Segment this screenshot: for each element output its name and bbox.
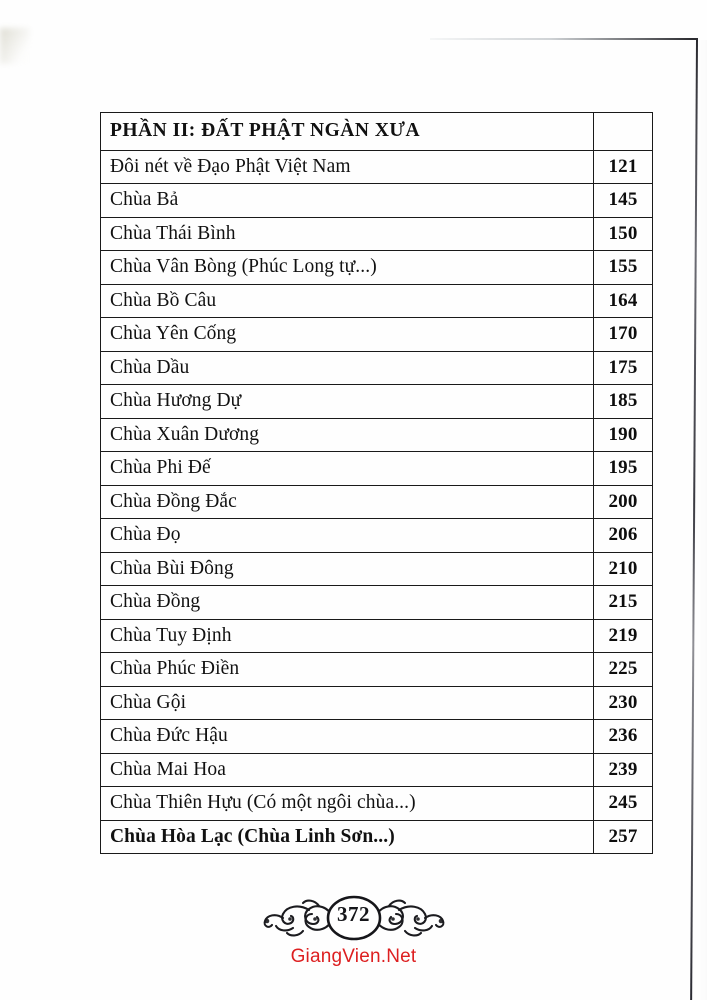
entry-title: Chùa Thiên Hựu (Có một ngôi chùa...) [110, 792, 416, 813]
page-number: 372 [337, 902, 370, 926]
table-row [101, 318, 653, 352]
entry-title: Chùa Xuân Dương [110, 423, 260, 445]
entry-title: Chùa Thái Bình [110, 222, 236, 244]
entry-page-number: 150 [608, 222, 638, 244]
entry-page-number: 236 [608, 725, 638, 747]
entry-page-number: 185 [608, 390, 638, 412]
entry-title: Chùa Bồ Câu [110, 289, 217, 311]
entry-title: Chùa Tuy Định [110, 624, 232, 646]
table-row [101, 418, 653, 452]
table-row [101, 619, 653, 653]
entry-title: Đôi nét về Đạo Phật Việt Nam [110, 155, 351, 177]
entry-title: Chùa Mai Hoa [110, 758, 227, 780]
site-watermark: GiangVien.Net [290, 946, 417, 967]
entry-page-number: 175 [608, 356, 638, 378]
entry-page-number: 215 [608, 591, 638, 613]
entry-title: Chùa Hương Dự [110, 390, 242, 411]
entry-title: Chùa Hòa Lạc (Chùa Linh Sơn...) [110, 825, 395, 847]
table-row [101, 753, 653, 787]
entry-title: Chùa Phúc Điền [110, 658, 240, 679]
entry-page-number: 230 [608, 691, 638, 713]
table-row [101, 787, 653, 821]
entry-page-number: 257 [608, 825, 638, 847]
table-row [101, 251, 653, 285]
table-row [101, 485, 653, 519]
entry-page-number: 164 [608, 289, 638, 311]
table-row [101, 720, 653, 754]
table-row [101, 519, 653, 553]
entry-page-number: 200 [608, 490, 638, 512]
entry-page-number: 121 [608, 155, 638, 177]
entry-page-number: 195 [608, 457, 638, 479]
entry-title: Chùa Vân Bòng (Phúc Long tự...) [110, 256, 377, 277]
entry-title: Chùa Bả [110, 189, 179, 210]
entry-page-number: 239 [608, 758, 638, 780]
table-row [101, 586, 653, 620]
table-row [101, 217, 653, 251]
entry-title: Chùa Đồng Đắc [110, 490, 237, 512]
entry-page-number: 206 [608, 524, 638, 546]
section-heading: PHẦN II: ĐẤT PHẬT NGÀN XƯA [110, 120, 421, 141]
table-row [101, 184, 653, 218]
table-row [101, 150, 653, 184]
entry-page-number: 225 [608, 658, 638, 680]
table-row [101, 552, 653, 586]
entry-page-number: 219 [608, 624, 638, 646]
table-row [101, 820, 653, 854]
entry-title: Chùa Đồng [110, 591, 201, 612]
table-row [101, 452, 653, 486]
table-row [101, 284, 653, 318]
entry-page-number: 245 [608, 792, 638, 814]
entry-page-number: 145 [608, 189, 638, 211]
entry-title: Chùa Đọ [110, 524, 181, 545]
table-row [101, 351, 653, 385]
section-heading-page [594, 125, 652, 138]
table-row [101, 385, 653, 419]
entry-title: Chùa Bùi Đông [110, 557, 234, 579]
entry-page-number: 155 [608, 256, 638, 278]
table-header-row [101, 113, 653, 151]
table-row [101, 653, 653, 687]
entry-title: Chùa Phi Đế [110, 457, 211, 478]
entry-page-number: 190 [608, 423, 638, 445]
table-of-contents [100, 112, 653, 854]
entry-title: Chùa Đức Hậu [110, 725, 228, 746]
entry-page-number: 210 [608, 557, 638, 579]
table-row [101, 686, 653, 720]
entry-title: Chùa Dầu [110, 356, 190, 378]
entry-title: Chùa Yên Cống [110, 323, 237, 344]
entry-page-number: 170 [608, 323, 638, 345]
entry-title: Chùa Gội [110, 691, 187, 713]
